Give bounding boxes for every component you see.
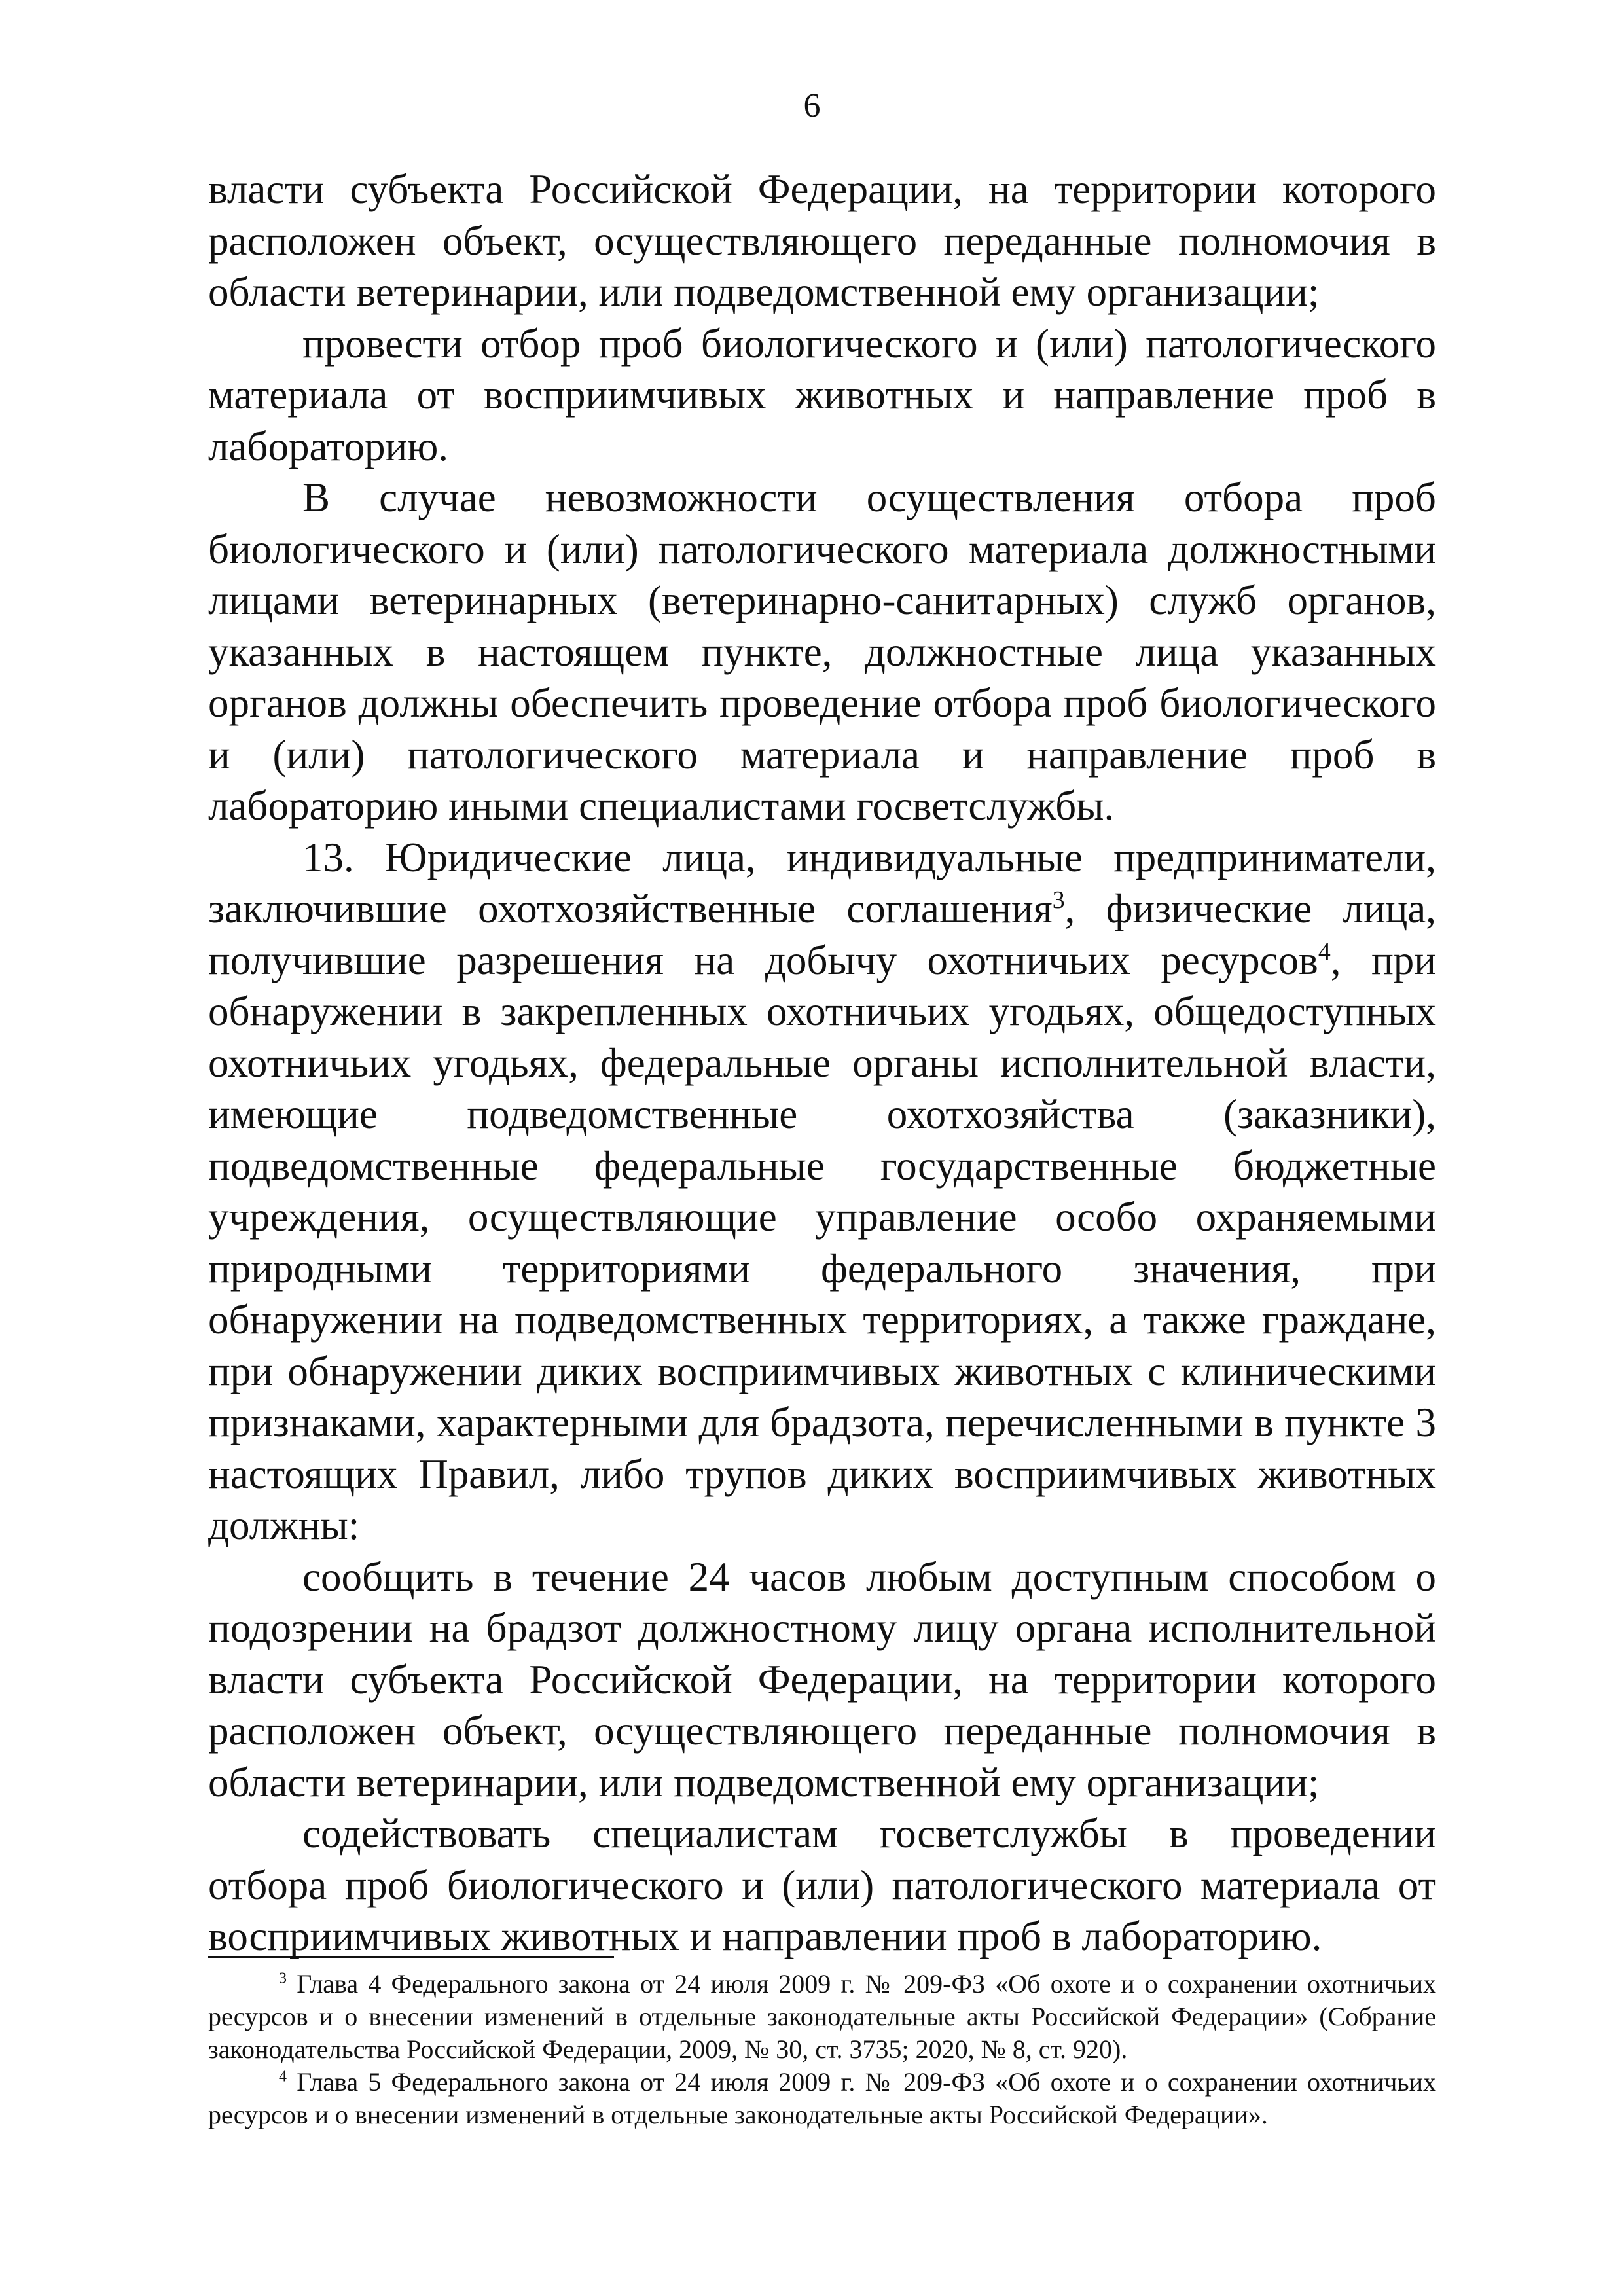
footnote-3-text: Глава 4 Федерального закона от 24 июля 2009 г. № 209-ФЗ «Об охоте и о сохранении охотничьих ресурсов и о внесении изменений в отдельные законодательные акты Российской Федерации» (Собрание законодательства Российской Федерации, 2009, № 30, ст. 3735; 2020, № 8, ст. 920). [208, 1969, 1436, 2064]
paragraph-sampling: провести отбор проб биологического и (или) патологического материала от восприимчивых животных и направление проб в лабораторию. [208, 320, 1436, 469]
paragraph-impossibility: В случае невозможности осуществления отбора проб биологического и (или) патологического материала должностными лицами ветеринарных (ветеринарно-санитарных) служб органов, указанных в настоящем пункте, должностные лица указанных органов должны обеспечить проведение отбора проб биологического и (или) патологического материала и направление проб в лабораторию иными специалистами госветслужбы. [208, 475, 1436, 829]
footnote-4-text: Глава 5 Федерального закона от 24 июля 2009 г. № 209-ФЗ «Об охоте и о сохранении охотничьих ресурсов и о внесении изменений в отдельные законодательные акты Российской Федерации». [208, 2067, 1436, 2129]
item-13-text-part3: , при обнаружении в закрепленных охотничьих угодьях, общедоступных охотничьих угодьях, федеральные органы исполнительной власти, имеющие подведомственные охотхозяйства (заказники), подведомственные федеральные государственные бюджетные учреждения, осуществляющие управление особо охраняемыми природными территориями федерального значения, при обнаружении на подведомственных территориях, а также граждане, при обнаружении диких восприимчивых животных с клиническими признаками, характерными для брадзота, перечисленными в пункте 3 настоящих Правил, либо трупов диких восприимчивых животных должны: [208, 937, 1436, 1548]
footnote-mark-3: 3 [279, 1970, 287, 1987]
item-13-text-part2: , физические лица, получившие разрешения на добычу охотничьих ресурсов [208, 886, 1436, 983]
paragraph-item-13 [208, 832, 1436, 1551]
footnotes [208, 1968, 1436, 2131]
footnote-4 [208, 2066, 1436, 2131]
page-number: 6 [803, 87, 821, 124]
footnote-3 [208, 1968, 1436, 2066]
item-13-text-part1: 13. Юридические лица, индивидуальные предприниматели, заключившие охотхозяйственные соглашения [208, 834, 1436, 931]
footnote-ref-3: 3 [1052, 886, 1065, 914]
footnote-mark-4: 4 [279, 2068, 287, 2086]
paragraph-report: сообщить в течение 24 часов любым доступным способом о подозрении на брадзот должностному лицу органа исполнительной власти субъекта Российской Федерации, на территории которого расположен объект, осуществляющего переданные полномочия в области ветеринарии, или подведомственной ему организации; [208, 1553, 1436, 1805]
paragraph-continuation: власти субъекта Российской Федерации, на территории которого расположен объект, осуществляющего переданные полномочия в области ветеринарии, или подведомственной ему организации; [208, 166, 1436, 315]
footnote-divider [208, 1956, 614, 1958]
footnote-ref-4: 4 [1318, 937, 1331, 966]
body-text [208, 164, 1436, 1962]
paragraph-assist: содействовать специалистам госветслужбы в проведении отбора проб биологического и (или) патологического материала от восприимчивых животных и направлении проб в лабораторию. [208, 1811, 1436, 1959]
